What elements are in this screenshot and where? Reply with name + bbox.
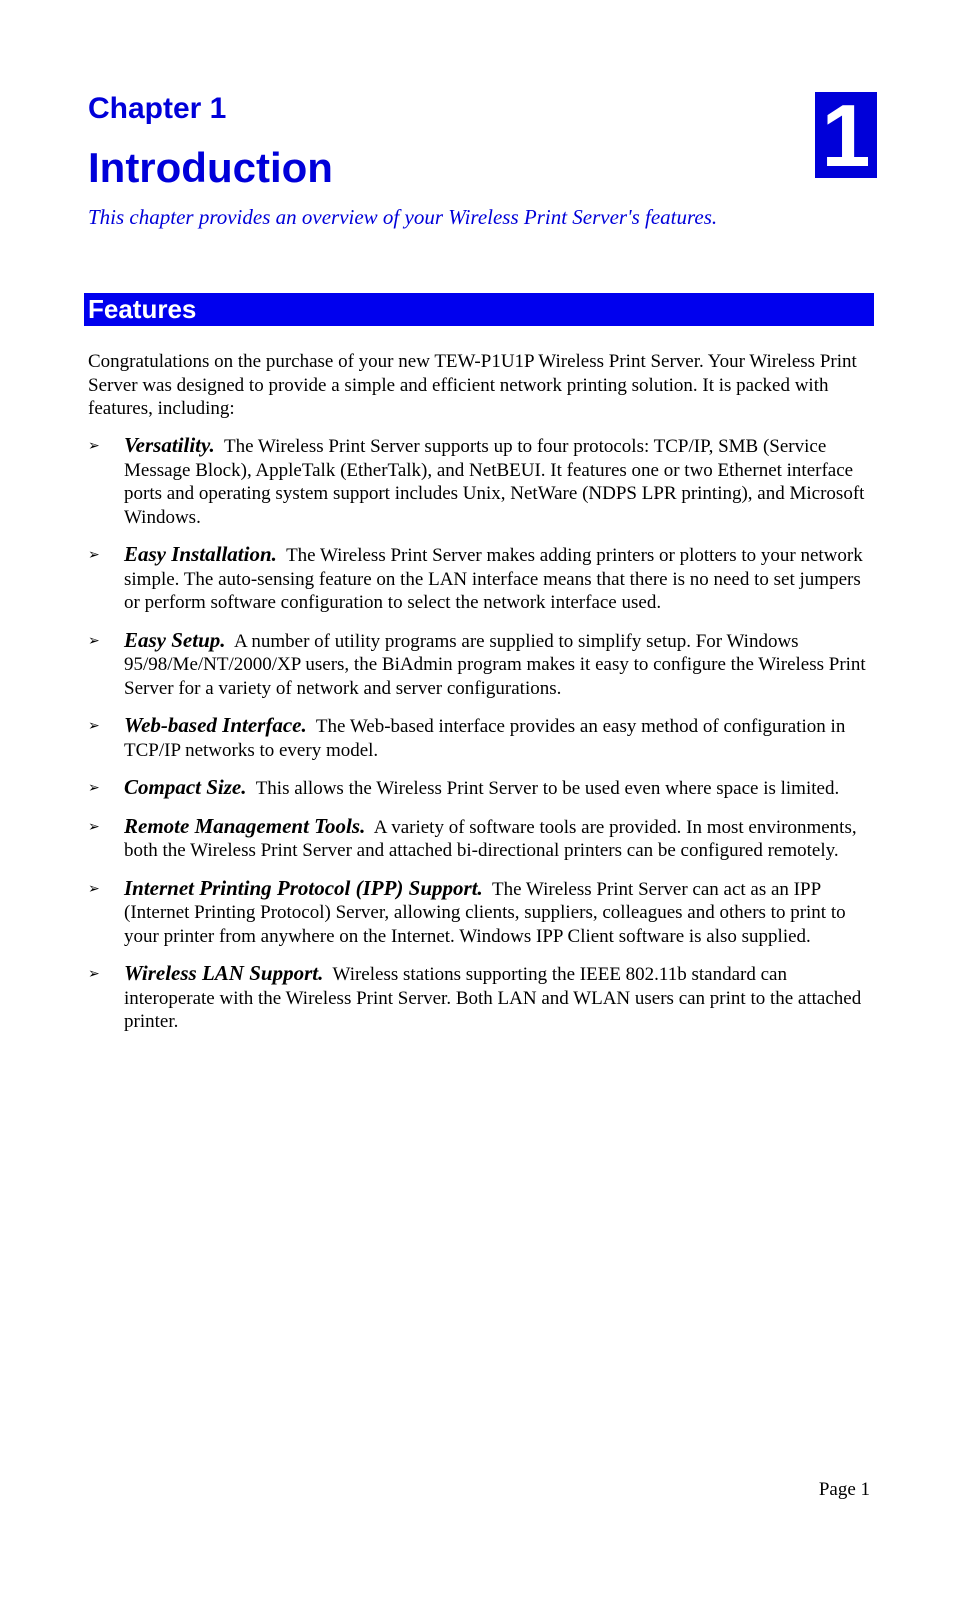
feature-description: A number of utility programs are supplied to simplify setup. For Windows 95/98/Me/NT/2000/XP users, the BiAdmin program makes it easy to configure the Wireless Print Server for a variety of network and server configurations. <box>124 630 866 699</box>
feature-name: Easy Setup. <box>124 627 226 652</box>
feature-list <box>88 434 878 1048</box>
section-heading-bar <box>84 293 874 326</box>
arrow-bullet-icon: ➢ <box>88 780 100 796</box>
feature-name: Web-based Interface. <box>124 713 307 737</box>
feature-name: Versatility. <box>124 433 215 457</box>
arrow-bullet-icon: ➢ <box>88 547 100 563</box>
feature-description: The Web-based interface provides an easy method of configuration in TCP/IP networks to every model. <box>124 716 846 761</box>
feature-description: The Wireless Print Server makes adding printers or plotters to your network simple. The auto-sensing feature on the LAN interface means that there is no need to set jumpers or perform software configuration to select the network interface used. <box>124 545 863 613</box>
feature-description: The Wireless Print Server supports up to four protocols: TCP/IP, SMB (Service Message Block), AppleTalk (EtherTalk), and NetBEUI. It features one or two Ethernet interface ports and operating system support includes Unix, NetWare (NDPS LPR printing), and Microsoft Windows. <box>124 436 865 528</box>
arrow-bullet-icon: ➢ <box>88 966 100 982</box>
arrow-bullet-icon: ➢ <box>88 632 100 649</box>
chapter-label: Chapter 1 <box>88 92 227 125</box>
feature-name: Internet Printing Protocol (IPP) Support. <box>124 875 483 900</box>
feature-item-ipp-support <box>88 877 878 949</box>
feature-item-remote-management-tools <box>88 815 878 863</box>
features-intro-paragraph: Congratulations on the purchase of your new TEW-P1U1P Wireless Print Server. Your Wireless Print Server was designed to provide a simple and efficient network printing solution. It is packed with features, including: <box>88 351 857 419</box>
chapter-title: Introduction <box>88 144 333 191</box>
arrow-bullet-icon: ➢ <box>88 818 100 835</box>
feature-description: The Wireless Print Server can act as an IPP (Internet Printing Protocol) Server, allowing clients, suppliers, colleagues and others to print to your printer from anywhere on the Internet. Windows IPP Client software is also supplied. <box>124 878 846 947</box>
feature-description: This allows the Wireless Print Server to be used even where space is limited. <box>255 778 840 799</box>
feature-name: Wireless LAN Support. <box>124 961 324 985</box>
feature-description: A variety of software tools are provided. In most environments, both the Wireless Print Server and attached bi-directional printers can be configured remotely. <box>124 816 857 861</box>
feature-description: Wireless stations supporting the IEEE 802.11b standard can interoperate with the Wireless Print Server. Both LAN and WLAN users can print to the attached printer. <box>124 964 862 1032</box>
feature-name: Remote Management Tools. <box>124 813 366 838</box>
chapter-number: 1 <box>821 92 871 178</box>
feature-item-versatility <box>88 434 878 529</box>
arrow-bullet-icon: ➢ <box>88 880 100 897</box>
feature-item-easy-setup <box>88 629 878 701</box>
chapter-intro: This chapter provides an overview of your Wireless Print Server's features. <box>88 205 718 229</box>
feature-item-wireless-lan-support <box>88 962 878 1034</box>
page-number: Page 1 <box>818 1479 870 1500</box>
arrow-bullet-icon: ➢ <box>88 438 100 454</box>
chapter-number-badge <box>815 92 877 178</box>
feature-item-easy-installation <box>88 543 878 615</box>
feature-name: Easy Installation. <box>124 542 277 566</box>
feature-item-web-based-interface <box>88 714 878 762</box>
feature-name: Compact Size. <box>124 775 247 799</box>
arrow-bullet-icon: ➢ <box>88 718 100 734</box>
feature-item-compact-size <box>88 776 878 801</box>
section-title: Features <box>88 294 197 324</box>
